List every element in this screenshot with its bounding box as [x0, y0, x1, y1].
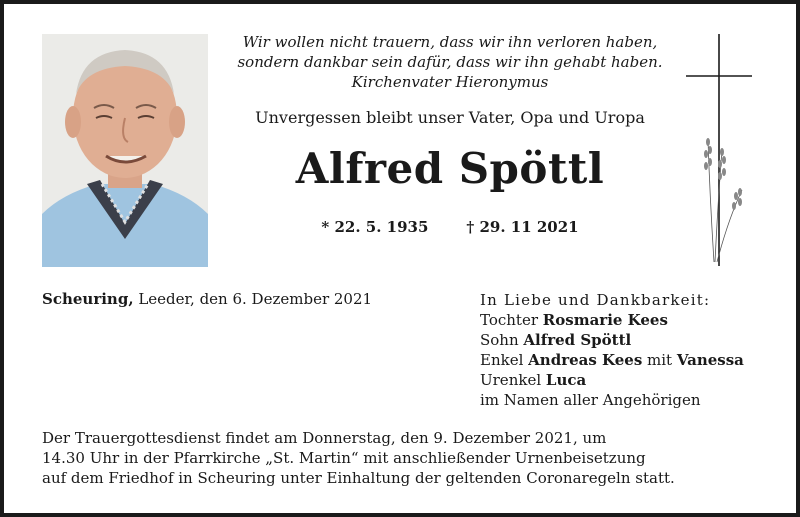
cross-with-wheat-icon — [684, 30, 754, 270]
portrait-photo — [42, 34, 208, 267]
family-signatures — [480, 290, 744, 410]
quote-line: sondern dankbar sein dafür, dass wir ihn gehabt haben. — [237, 53, 663, 71]
service-line: 14.30 Uhr in der Pfarrkirche „St. Martin“ mit anschließender Urnenbeisetzung — [42, 449, 646, 467]
family-line — [480, 370, 744, 390]
relation-label: Tochter — [480, 311, 543, 329]
relation-label: Sohn — [480, 331, 524, 349]
funeral-service-notice — [42, 428, 762, 488]
relation-label: Urenkel — [480, 371, 546, 389]
family-line — [480, 310, 744, 330]
relative-name: Alfred Spöttl — [523, 331, 632, 349]
place-rest: Leeder, den 6. Dezember 2021 — [133, 290, 373, 308]
portrait-illustration — [42, 34, 208, 267]
quote-author: Kirchenvater Hieronymus — [351, 73, 549, 91]
deceased-name: Alfred Spöttl — [295, 144, 605, 193]
dedication-line: Unvergessen bleibt unser Vater, Opa und Uropa — [255, 108, 645, 127]
death-date: † 29. 11 2021 — [466, 218, 579, 236]
family-line — [480, 350, 744, 370]
life-dates — [225, 218, 675, 236]
family-closing: im Namen aller Angehörigen — [480, 391, 701, 409]
relative-name: Andreas Kees — [528, 351, 643, 369]
relative-name: Rosmarie Kees — [542, 311, 668, 329]
relation-connector: mit — [642, 351, 677, 369]
birth-date: * 22. 5. 1935 — [321, 218, 429, 236]
memorial-quote — [225, 32, 675, 92]
relation-label: Enkel — [480, 351, 529, 369]
family-heading: In Liebe und Dankbarkeit: — [480, 291, 711, 309]
service-line: auf dem Friedhof in Scheuring unter Einhaltung der geltenden Coronaregeln statt. — [42, 469, 675, 487]
relative-name: Luca — [545, 371, 587, 389]
family-line — [480, 330, 744, 350]
service-line: Der Trauergottesdienst findet am Donnerstag, den 9. Dezember 2021, um — [42, 429, 607, 447]
place-and-date — [42, 290, 372, 308]
relative-name: Vanessa — [676, 351, 744, 369]
place-town: Scheuring, — [42, 290, 134, 308]
quote-line: Wir wollen nicht trauern, dass wir ihn verloren haben, — [242, 33, 658, 51]
